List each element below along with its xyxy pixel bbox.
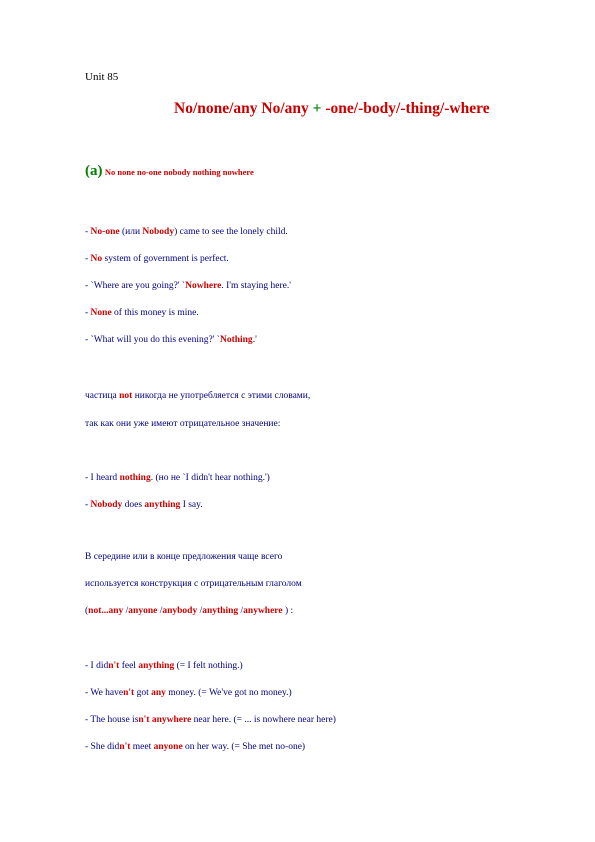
text: - I heard <box>85 473 120 483</box>
text: money. (= We've got no money.) <box>165 688 292 698</box>
text: on her way. (= She met no-one) <box>182 742 306 752</box>
text: near here. (= ... is nowhere near here) <box>191 715 336 725</box>
keyword: No <box>90 254 103 264</box>
keyword: not...any <box>88 606 124 616</box>
example-line <box>85 472 270 484</box>
text: (или <box>119 227 143 237</box>
title-part-1: No/none/any No/any <box>174 100 309 117</box>
keyword: nothing <box>119 473 151 483</box>
text: I say. <box>180 500 203 510</box>
text: - I did <box>85 661 109 671</box>
text: - She did <box>85 742 120 752</box>
text: / <box>123 606 129 616</box>
text: - The house is <box>85 715 139 725</box>
text: - <box>85 254 91 264</box>
note-line <box>85 390 310 402</box>
text: - `Where are you going?' ` <box>85 281 186 291</box>
text: got <box>134 688 152 698</box>
section-a-words: No none no-one nobody nothing nowhere <box>104 167 254 177</box>
text: / <box>157 606 163 616</box>
keyword: anybody <box>162 606 198 616</box>
text: частица <box>85 391 120 401</box>
keyword: anything <box>138 661 175 671</box>
example-line <box>85 307 199 319</box>
example-line <box>85 660 243 672</box>
text: / <box>197 606 203 616</box>
text: (= I felt nothing.) <box>174 661 243 671</box>
keyword: anywhere <box>243 606 283 616</box>
text: - <box>85 500 91 510</box>
keyword: No-one <box>90 227 120 237</box>
keyword: Nobody <box>142 227 175 237</box>
text: - We have <box>85 688 124 698</box>
section-a-mark: (a) <box>85 163 103 179</box>
text: ) came to see the lonely child. <box>174 227 288 237</box>
text: - <box>85 308 91 318</box>
text: ) : <box>282 606 294 616</box>
note-line <box>85 605 293 617</box>
text: of this money is mine. <box>111 308 199 318</box>
example-line <box>85 741 305 753</box>
example-line <box>85 714 336 726</box>
section-a-heading <box>85 165 254 179</box>
keyword: anything <box>202 606 239 616</box>
title-plus: + <box>308 100 326 117</box>
text: - `What will you do this evening?' ` <box>85 335 220 345</box>
keyword: Nobody <box>90 500 123 510</box>
text: . (но не `I didn't hear nothing.') <box>150 473 270 483</box>
text: никогда не употребляется с этими словами, <box>132 391 311 401</box>
note-line: так как они уже имеют отрицательное значение: <box>85 419 281 429</box>
keyword: any <box>151 688 166 698</box>
keyword: n't <box>119 742 131 752</box>
text: . I'm staying here.' <box>221 281 291 291</box>
example-line <box>85 687 292 699</box>
keyword: Nowhere <box>185 281 222 291</box>
text: - <box>85 227 91 237</box>
text: / <box>238 606 244 616</box>
text: ( <box>85 606 89 616</box>
note-line: В середине или в конце предложения чаще всего <box>85 552 283 562</box>
keyword: not <box>119 391 133 401</box>
keyword: Nothing <box>219 335 253 345</box>
keyword: n't <box>123 688 135 698</box>
note-line: используется конструкция с отрицательным глаголом <box>85 579 302 589</box>
text: meet <box>130 742 154 752</box>
text: system of government is perfect. <box>102 254 229 264</box>
text: feel <box>119 661 139 671</box>
keyword: n't anywhere <box>138 715 192 725</box>
keyword: anything <box>144 500 181 510</box>
text: does <box>122 500 145 510</box>
example-line <box>85 253 229 265</box>
keyword: anyone <box>128 606 158 616</box>
example-line <box>85 226 288 238</box>
keyword: anyone <box>153 742 183 752</box>
page-title <box>174 100 490 118</box>
text: .' <box>252 335 257 345</box>
title-part-2: -one/-body/-thing/-where <box>325 100 490 117</box>
example-line <box>85 334 257 346</box>
example-line <box>85 499 203 511</box>
unit-label: Unit 85 <box>85 71 119 83</box>
keyword: None <box>90 308 112 318</box>
keyword: n't <box>108 661 120 671</box>
example-line <box>85 280 291 292</box>
